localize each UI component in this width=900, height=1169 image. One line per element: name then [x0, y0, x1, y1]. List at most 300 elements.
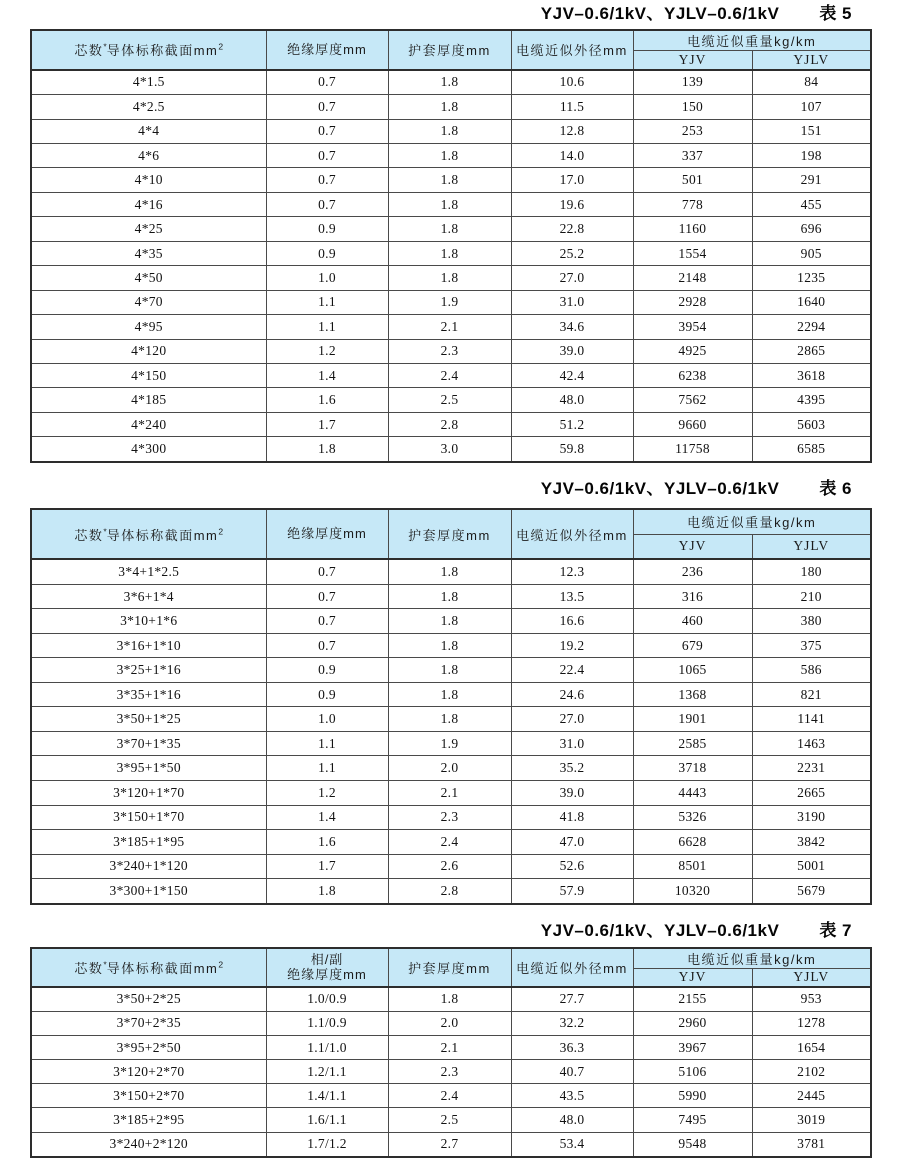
- table-row: [31, 241, 871, 265]
- cell: 2585: [633, 731, 752, 756]
- cell: 1.2: [266, 781, 388, 806]
- cell: 4*185: [31, 388, 266, 412]
- table7-title: [541, 919, 852, 943]
- cell: 2.0: [388, 756, 511, 781]
- cell: 1.6: [266, 388, 388, 412]
- table5-number: 表 5: [819, 4, 852, 23]
- cell: 31.0: [511, 290, 633, 314]
- cell: 4*25: [31, 217, 266, 241]
- table-row: [31, 781, 871, 806]
- cell: 1640: [752, 290, 871, 314]
- cell: 1141: [752, 707, 871, 732]
- cell: 1.2/1.1: [266, 1060, 388, 1084]
- cell: 180: [752, 559, 871, 584]
- table-row: [31, 95, 871, 119]
- cell: 1.8: [388, 241, 511, 265]
- cell: 3842: [752, 830, 871, 855]
- cell: 1235: [752, 266, 871, 290]
- cell: 1.8: [266, 879, 388, 904]
- col-header-insulation: 相/副 绝缘厚度mm: [266, 948, 388, 987]
- table-row: [31, 658, 871, 683]
- cell: 380: [752, 609, 871, 634]
- cell: 48.0: [511, 388, 633, 412]
- cell: 39.0: [511, 339, 633, 363]
- cell: 32.2: [511, 1011, 633, 1035]
- cell: 12.8: [511, 119, 633, 143]
- col-header-yjv: YJV: [633, 51, 752, 70]
- table-row: [31, 192, 871, 216]
- cell: 35.2: [511, 756, 633, 781]
- cell: 3*150+2*70: [31, 1084, 266, 1108]
- cell: 3*10+1*6: [31, 609, 266, 634]
- cell: 3*35+1*16: [31, 682, 266, 707]
- cell: 3*70+1*35: [31, 731, 266, 756]
- cell: 2.1: [388, 781, 511, 806]
- cell: 13.5: [511, 584, 633, 609]
- cell: 3*185+1*95: [31, 830, 266, 855]
- cell: 4*2.5: [31, 95, 266, 119]
- cell: 3781: [752, 1132, 871, 1157]
- table-row: [31, 168, 871, 192]
- cell: 27.7: [511, 987, 633, 1012]
- col-header-diameter: 电缆近似外径mm: [511, 509, 633, 559]
- cell: 4*6: [31, 144, 266, 168]
- cell: 2.8: [388, 412, 511, 436]
- footnote-marker: *: [103, 526, 107, 537]
- cell: 1.9: [388, 290, 511, 314]
- col-header-yjlv: YJLV: [752, 969, 871, 987]
- table5-title-text: YJV–0.6/1kV、YJLV–0.6/1kV: [540, 4, 780, 23]
- cell: 3967: [633, 1036, 752, 1060]
- cell: 5990: [633, 1084, 752, 1108]
- cell: 27.0: [511, 266, 633, 290]
- cell: 1.8: [388, 217, 511, 241]
- table-row: [31, 412, 871, 436]
- table-row: [31, 266, 871, 290]
- cell: 0.9: [266, 658, 388, 683]
- cell: 0.7: [266, 192, 388, 216]
- table7-body: [31, 987, 871, 1158]
- table-row: [31, 119, 871, 143]
- spec-table-7: [30, 947, 872, 1158]
- cell: 1.9: [388, 731, 511, 756]
- cell: 2155: [633, 987, 752, 1012]
- cell: 1.4/1.1: [266, 1084, 388, 1108]
- cell: 1.6/1.1: [266, 1108, 388, 1132]
- cell: 84: [752, 70, 871, 95]
- cell: 337: [633, 144, 752, 168]
- cell: 2.4: [388, 830, 511, 855]
- cell: 198: [752, 144, 871, 168]
- cell: 586: [752, 658, 871, 683]
- cell: 48.0: [511, 1108, 633, 1132]
- table-row: [31, 707, 871, 732]
- cell: 821: [752, 682, 871, 707]
- table-row: [31, 339, 871, 363]
- cell: 1368: [633, 682, 752, 707]
- cell: 210: [752, 584, 871, 609]
- cell: 905: [752, 241, 871, 265]
- cell: 5106: [633, 1060, 752, 1084]
- cell: 1.1/1.0: [266, 1036, 388, 1060]
- cell: 0.7: [266, 144, 388, 168]
- table-row: [31, 144, 871, 168]
- cell: 51.2: [511, 412, 633, 436]
- col-header-sheath: 护套厚度mm: [388, 948, 511, 987]
- cell: 2.4: [388, 363, 511, 387]
- superscript-2: 2: [218, 959, 224, 970]
- cell: 43.5: [511, 1084, 633, 1108]
- cell: 151: [752, 119, 871, 143]
- cell: 3*50+2*25: [31, 987, 266, 1012]
- cell: 0.9: [266, 682, 388, 707]
- cell: 1.4: [266, 363, 388, 387]
- cell: 3.0: [388, 437, 511, 462]
- cell: 107: [752, 95, 871, 119]
- footnote-marker: *: [103, 41, 107, 52]
- table-row: [31, 217, 871, 241]
- table-row: [31, 731, 871, 756]
- cell: 1.8: [388, 559, 511, 584]
- col-header-weight-group: 电缆近似重量kg/km: [633, 30, 871, 51]
- cell: 7495: [633, 1108, 752, 1132]
- cell: 16.6: [511, 609, 633, 634]
- cell: 10.6: [511, 70, 633, 95]
- cell: 3*25+1*16: [31, 658, 266, 683]
- cell: 2.5: [388, 388, 511, 412]
- cell: 1.7: [266, 854, 388, 879]
- cell: 4*240: [31, 412, 266, 436]
- table5-title: [541, 2, 852, 26]
- table5-header: [31, 30, 871, 70]
- cell: 2865: [752, 339, 871, 363]
- table-row: [31, 854, 871, 879]
- cell: 1.8: [388, 144, 511, 168]
- col-header-diameter: 电缆近似外径mm: [511, 948, 633, 987]
- cell: 10320: [633, 879, 752, 904]
- cell: 3*95+2*50: [31, 1036, 266, 1060]
- cell: 455: [752, 192, 871, 216]
- table7-title-text: YJV–0.6/1kV、YJLV–0.6/1kV: [540, 921, 780, 940]
- cell: 4*300: [31, 437, 266, 462]
- cell: 1.8: [388, 707, 511, 732]
- table-row: [31, 584, 871, 609]
- table5-body: [31, 70, 871, 463]
- cell: 1.8: [388, 658, 511, 683]
- cell: 0.7: [266, 168, 388, 192]
- cell: 4443: [633, 781, 752, 806]
- cell: 1.8: [388, 168, 511, 192]
- cell: 1278: [752, 1011, 871, 1035]
- cell: 0.9: [266, 217, 388, 241]
- cell: 139: [633, 70, 752, 95]
- cell: 1.2: [266, 339, 388, 363]
- cell: 3954: [633, 315, 752, 339]
- cell: 0.7: [266, 95, 388, 119]
- cell: 2960: [633, 1011, 752, 1035]
- cell: 2148: [633, 266, 752, 290]
- cell: 1.8: [266, 437, 388, 462]
- cell: 1.4: [266, 805, 388, 830]
- table6-number: 表 6: [819, 479, 852, 498]
- cell: 1.1: [266, 290, 388, 314]
- cell: 4*35: [31, 241, 266, 265]
- cell: 4*4: [31, 119, 266, 143]
- cell: 6238: [633, 363, 752, 387]
- cell: 1.8: [388, 682, 511, 707]
- cell: 2.7: [388, 1132, 511, 1157]
- cell: 1554: [633, 241, 752, 265]
- cell: 22.8: [511, 217, 633, 241]
- cell: 3019: [752, 1108, 871, 1132]
- table-row: [31, 1084, 871, 1108]
- cell: 253: [633, 119, 752, 143]
- col-header-weight-group: 电缆近似重量kg/km: [633, 509, 871, 534]
- cell: 1.8: [388, 609, 511, 634]
- cell: 778: [633, 192, 752, 216]
- col-header-weight-group: 电缆近似重量kg/km: [633, 948, 871, 969]
- cell: 47.0: [511, 830, 633, 855]
- superscript-2: 2: [218, 41, 224, 52]
- table-row: [31, 559, 871, 584]
- cell: 2.1: [388, 1036, 511, 1060]
- cell: 0.7: [266, 633, 388, 658]
- table7-number: 表 7: [819, 921, 852, 940]
- cell: 1.0: [266, 266, 388, 290]
- cell: 4*150: [31, 363, 266, 387]
- cell: 4*120: [31, 339, 266, 363]
- col-header-insulation: 绝缘厚度mm: [266, 30, 388, 70]
- table-row: [31, 437, 871, 462]
- cell: 4*50: [31, 266, 266, 290]
- table7-header: [31, 948, 871, 987]
- col-header-core: 芯数*导体标称截面$mm^2$: [31, 30, 266, 70]
- cell: 41.8: [511, 805, 633, 830]
- cell: 375: [752, 633, 871, 658]
- cell: 7562: [633, 388, 752, 412]
- cell: 2.4: [388, 1084, 511, 1108]
- table-row: [31, 315, 871, 339]
- col-header-core: 芯数*导体标称截面$mm^2$: [31, 948, 266, 987]
- cell: 2.0: [388, 1011, 511, 1035]
- col-header-yjlv: YJLV: [752, 51, 871, 70]
- cell: 4*70: [31, 290, 266, 314]
- cell: 9660: [633, 412, 752, 436]
- cell: 5679: [752, 879, 871, 904]
- footnote-marker: *: [103, 959, 107, 970]
- cell: 52.6: [511, 854, 633, 879]
- table-row: [31, 1060, 871, 1084]
- cell: 3*185+2*95: [31, 1108, 266, 1132]
- superscript-2: 2: [218, 526, 224, 537]
- spec-table-5: [30, 29, 872, 463]
- cell: 2.3: [388, 339, 511, 363]
- cell: 31.0: [511, 731, 633, 756]
- cell: 3618: [752, 363, 871, 387]
- cell: 1.0/0.9: [266, 987, 388, 1012]
- cell: 27.0: [511, 707, 633, 732]
- cell: 1.8: [388, 192, 511, 216]
- cell: 1463: [752, 731, 871, 756]
- table-row: [31, 682, 871, 707]
- cell: 3*4+1*2.5: [31, 559, 266, 584]
- cell: 3*120+1*70: [31, 781, 266, 806]
- cell: 57.9: [511, 879, 633, 904]
- cell: 501: [633, 168, 752, 192]
- cell: 3718: [633, 756, 752, 781]
- cell: 2.3: [388, 805, 511, 830]
- cell: 1160: [633, 217, 752, 241]
- cell: 3*300+1*150: [31, 879, 266, 904]
- cell: 14.0: [511, 144, 633, 168]
- cell: 1.8: [388, 95, 511, 119]
- cell: 9548: [633, 1132, 752, 1157]
- col-header-sheath: 护套厚度mm: [388, 509, 511, 559]
- table-row: [31, 879, 871, 904]
- cell: 3190: [752, 805, 871, 830]
- cell: 3*240+1*120: [31, 854, 266, 879]
- col-header-yjv: YJV: [633, 969, 752, 987]
- cell: 2.5: [388, 1108, 511, 1132]
- cell: 1.1: [266, 731, 388, 756]
- cell: 1.7: [266, 412, 388, 436]
- cell: 4925: [633, 339, 752, 363]
- cell: 1.1: [266, 315, 388, 339]
- cell: 1.8: [388, 119, 511, 143]
- cell: 3*150+1*70: [31, 805, 266, 830]
- cell: 460: [633, 609, 752, 634]
- cell: 4*1.5: [31, 70, 266, 95]
- table-row: [31, 756, 871, 781]
- cell: 0.7: [266, 584, 388, 609]
- cell: 679: [633, 633, 752, 658]
- cell: 5603: [752, 412, 871, 436]
- table-row: [31, 1108, 871, 1132]
- table-row: [31, 987, 871, 1012]
- cell: 3*95+1*50: [31, 756, 266, 781]
- cell: 150: [633, 95, 752, 119]
- cell: 1.8: [388, 584, 511, 609]
- cell: 0.7: [266, 119, 388, 143]
- table6-title: [541, 477, 852, 501]
- cell: 1.6: [266, 830, 388, 855]
- cell: 8501: [633, 854, 752, 879]
- cell: 17.0: [511, 168, 633, 192]
- cell: 2.8: [388, 879, 511, 904]
- cell: 1065: [633, 658, 752, 683]
- cell: 4*10: [31, 168, 266, 192]
- cell: 1.8: [388, 987, 511, 1012]
- table-row: [31, 633, 871, 658]
- cell: 22.4: [511, 658, 633, 683]
- cell: 0.9: [266, 241, 388, 265]
- cell: 19.6: [511, 192, 633, 216]
- cell: 953: [752, 987, 871, 1012]
- table-row: [31, 70, 871, 95]
- cell: 36.3: [511, 1036, 633, 1060]
- cell: 696: [752, 217, 871, 241]
- cell: 11.5: [511, 95, 633, 119]
- cell: 12.3: [511, 559, 633, 584]
- cell: 3*16+1*10: [31, 633, 266, 658]
- table-row: [31, 830, 871, 855]
- col-header-yjv: YJV: [633, 534, 752, 559]
- cell: 1.1: [266, 756, 388, 781]
- table-row: [31, 363, 871, 387]
- cell: 236: [633, 559, 752, 584]
- cell: 2.1: [388, 315, 511, 339]
- col-header-insulation: 绝缘厚度mm: [266, 509, 388, 559]
- cell: 4*95: [31, 315, 266, 339]
- col-header-sheath: 护套厚度mm: [388, 30, 511, 70]
- cell: 2665: [752, 781, 871, 806]
- cell: 2.3: [388, 1060, 511, 1084]
- cell: 0.7: [266, 70, 388, 95]
- cell: 2.6: [388, 854, 511, 879]
- table-row: [31, 1036, 871, 1060]
- cell: 4395: [752, 388, 871, 412]
- cell: 34.6: [511, 315, 633, 339]
- col-header-core: 芯数*导体标称截面$mm^2$: [31, 509, 266, 559]
- cell: 5326: [633, 805, 752, 830]
- cell: 0.7: [266, 609, 388, 634]
- cell: 4*16: [31, 192, 266, 216]
- cell: 2102: [752, 1060, 871, 1084]
- table-row: [31, 1011, 871, 1035]
- cell: 11758: [633, 437, 752, 462]
- cell: 2445: [752, 1084, 871, 1108]
- table-row: [31, 388, 871, 412]
- cell: 53.4: [511, 1132, 633, 1157]
- cell: 3*50+1*25: [31, 707, 266, 732]
- col-header-diameter: 电缆近似外径mm: [511, 30, 633, 70]
- cell: 3*240+2*120: [31, 1132, 266, 1157]
- cell: 0.7: [266, 559, 388, 584]
- cell: 3*70+2*35: [31, 1011, 266, 1035]
- cell: 2928: [633, 290, 752, 314]
- table-row: [31, 290, 871, 314]
- cell: 25.2: [511, 241, 633, 265]
- table-row: [31, 805, 871, 830]
- cell: 1.1/0.9: [266, 1011, 388, 1035]
- cell: 291: [752, 168, 871, 192]
- cell: 1654: [752, 1036, 871, 1060]
- cell: 1.7/1.2: [266, 1132, 388, 1157]
- table6-title-text: YJV–0.6/1kV、YJLV–0.6/1kV: [540, 479, 780, 498]
- cell: 1.8: [388, 633, 511, 658]
- cell: 1.0: [266, 707, 388, 732]
- cell: 1.8: [388, 70, 511, 95]
- cell: 2294: [752, 315, 871, 339]
- cell: 39.0: [511, 781, 633, 806]
- cell: 316: [633, 584, 752, 609]
- table6-header: [31, 509, 871, 559]
- cell: 3*6+1*4: [31, 584, 266, 609]
- cell: 2231: [752, 756, 871, 781]
- cell: 6585: [752, 437, 871, 462]
- cell: 59.8: [511, 437, 633, 462]
- col-header-yjlv: YJLV: [752, 534, 871, 559]
- cell: 1.8: [388, 266, 511, 290]
- spec-table-6: [30, 508, 872, 905]
- cell: 19.2: [511, 633, 633, 658]
- table-row: [31, 1132, 871, 1157]
- cell: 24.6: [511, 682, 633, 707]
- cell: 5001: [752, 854, 871, 879]
- cell: 40.7: [511, 1060, 633, 1084]
- cell: 1901: [633, 707, 752, 732]
- cell: 3*120+2*70: [31, 1060, 266, 1084]
